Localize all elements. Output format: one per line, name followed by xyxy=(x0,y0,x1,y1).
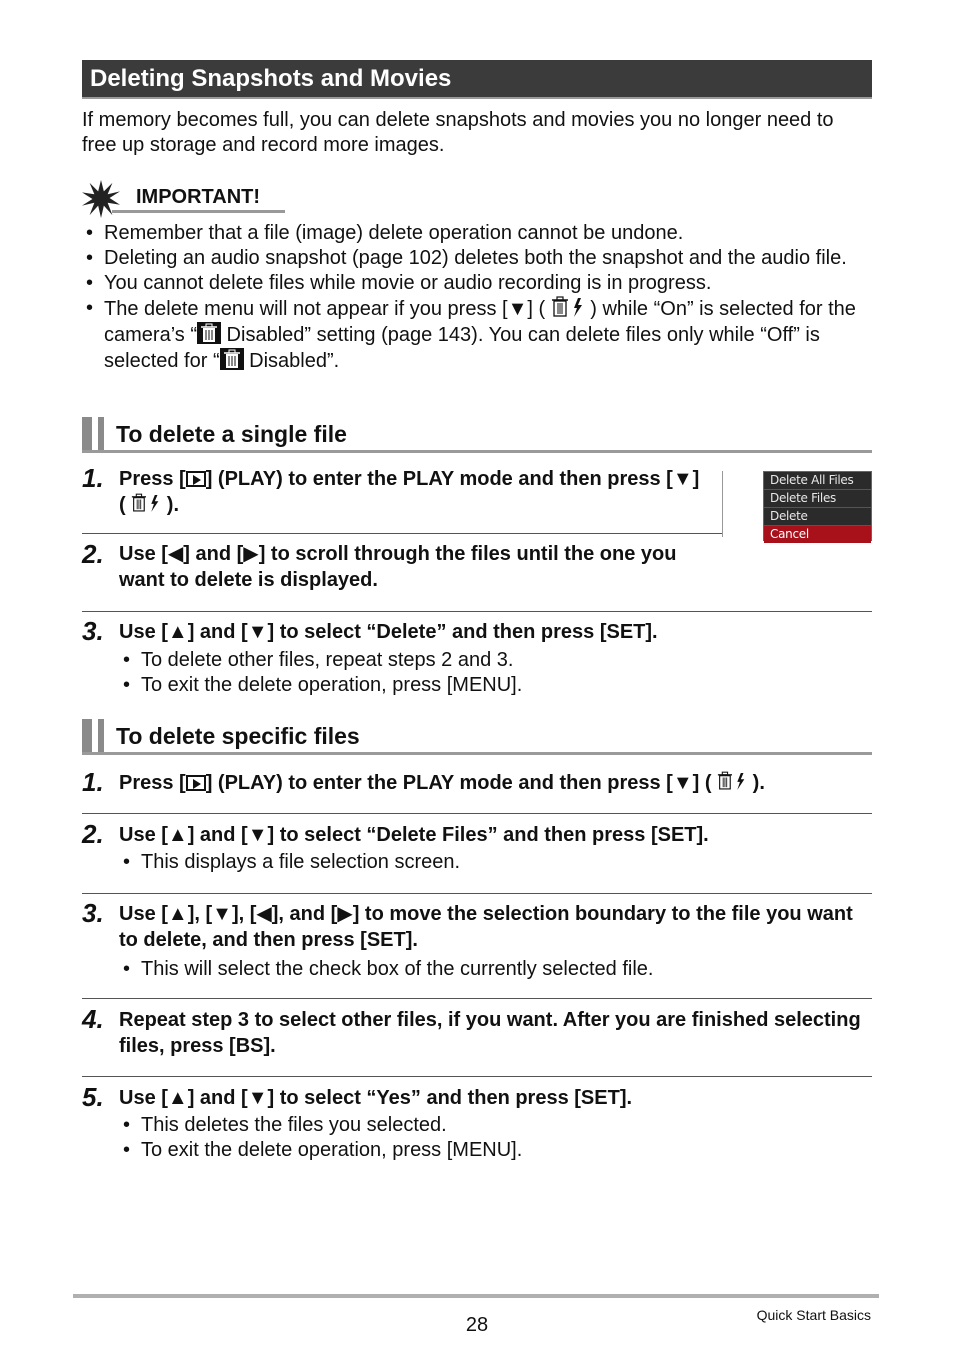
heading-underline xyxy=(82,752,872,755)
list-item: • To exit the delete operation, press [MENU]. xyxy=(119,1138,869,1163)
divider xyxy=(82,533,722,534)
trash-icon xyxy=(220,348,244,370)
text: ). xyxy=(166,494,180,516)
text: ] ( xyxy=(527,298,546,320)
text: ] ( xyxy=(119,468,700,516)
divider xyxy=(82,998,872,999)
divider xyxy=(82,893,872,894)
text: ] and [ xyxy=(187,824,248,846)
text: ], [ xyxy=(231,903,257,925)
text: Press [ xyxy=(119,772,186,794)
up-arrow-icon: ▲ xyxy=(167,824,188,846)
text: ). xyxy=(752,772,765,794)
list-item: • To exit the delete operation, press [MENU]. xyxy=(119,673,869,698)
text: ) while “On” is selected for the camera’s “ xyxy=(104,298,856,346)
step-number: 3. xyxy=(82,898,104,928)
trash-flash-icon xyxy=(131,492,161,514)
important-label: IMPORTANT! xyxy=(136,186,261,208)
play-button-icon xyxy=(186,775,206,791)
text: Disabled”. xyxy=(243,350,340,372)
step-number: 3. xyxy=(82,616,104,646)
divider xyxy=(82,611,872,612)
footer-rule xyxy=(73,1294,879,1298)
left-arrow-icon: ◀ xyxy=(256,903,272,925)
heading-bar xyxy=(98,417,104,453)
step-notes xyxy=(119,648,869,698)
heading-text: To delete a single file xyxy=(116,421,347,447)
step-text xyxy=(119,541,719,593)
list-item: • To delete other files, repeat steps 2 and 3. xyxy=(119,648,869,673)
heading-underline xyxy=(82,450,872,453)
step-text xyxy=(119,466,709,518)
trash-flash-icon xyxy=(551,296,585,318)
text: ] to select “Delete” and then press [SET]. xyxy=(267,621,658,643)
menu-item: Delete Files xyxy=(764,490,871,508)
heading-text: To delete specific files xyxy=(116,723,360,749)
text: The delete menu will not appear if you press [ xyxy=(104,298,508,320)
step-notes xyxy=(119,850,869,875)
step-number: 2. xyxy=(82,539,104,569)
down-arrow-icon: ▼ xyxy=(672,468,693,490)
text: ] and [ xyxy=(187,621,248,643)
trash-icon xyxy=(197,322,221,344)
text: Use [ xyxy=(119,903,168,925)
step-text xyxy=(119,619,869,645)
heading-bar xyxy=(82,417,92,453)
step-text xyxy=(119,901,869,953)
right-arrow-icon: ▶ xyxy=(243,543,259,565)
down-arrow-icon: ▼ xyxy=(247,1087,268,1109)
step-text xyxy=(119,1085,869,1111)
text: ] to move the selection boundary to the file you want to delete, and then press [SET]. xyxy=(119,903,853,951)
menu-item: Delete All Files xyxy=(764,472,871,490)
right-arrow-icon: ▶ xyxy=(337,903,353,925)
down-arrow-icon: ▼ xyxy=(672,772,693,794)
up-arrow-icon: ▲ xyxy=(167,621,188,643)
list-item: • This will select the check box of the currently selected file. xyxy=(119,957,869,982)
list-item: • Deleting an audio snapshot (page 102) deletes both the snapshot and the audio file. xyxy=(82,246,872,271)
menu-item: Cancel xyxy=(764,526,871,543)
delete-menu-screenshot xyxy=(763,471,872,541)
down-arrow-icon: ▼ xyxy=(507,298,528,320)
page-number: 28 xyxy=(465,1314,489,1336)
step-text: Repeat step 3 to select other files, if you want. After you are finished selecting files, press [BS]. xyxy=(119,1009,861,1057)
step-number: 1. xyxy=(82,463,104,493)
specific-files-heading xyxy=(82,719,872,755)
important-heading xyxy=(82,180,285,216)
text: ], and [ xyxy=(271,903,338,925)
step-text xyxy=(119,770,869,796)
list-item: • You cannot delete files while movie or audio recording is in progress. xyxy=(82,271,872,296)
footer-section-name: Quick Start Basics xyxy=(756,1307,871,1323)
step-text xyxy=(119,822,869,848)
list-item: • Remember that a file (image) delete operation cannot be undone. xyxy=(82,221,872,246)
down-arrow-icon: ▼ xyxy=(247,621,268,643)
list-item: • This deletes the files you selected. xyxy=(119,1113,869,1138)
text: ] to select “Delete Files” and then press [SET]. xyxy=(267,824,709,846)
intro-paragraph: If memory becomes full, you can delete snapshots and movies you no longer need to free up storage and record more images. xyxy=(82,109,834,156)
text: Disabled” setting (page 143). You can delete files only while “Off” is selected for “ xyxy=(104,324,820,372)
list-item: • This displays a file selection screen. xyxy=(119,850,869,875)
heading-bar xyxy=(98,719,104,755)
step-number: 2. xyxy=(82,819,104,849)
page-title: Deleting Snapshots and Movies xyxy=(90,65,452,92)
up-arrow-icon: ▲ xyxy=(167,1087,188,1109)
trash-flash-icon xyxy=(717,770,747,792)
step-number: 1. xyxy=(82,767,104,797)
text: Use [ xyxy=(119,543,168,565)
text: ] (PLAY) to enter the PLAY mode and then press [ xyxy=(205,468,673,490)
step-notes xyxy=(119,957,869,982)
heading-bar xyxy=(82,719,92,755)
step-number: 4. xyxy=(82,1004,104,1034)
text: ] and [ xyxy=(187,1087,248,1109)
text: ] (PLAY) to enter the PLAY mode and then press [ xyxy=(205,772,673,794)
text: ], [ xyxy=(187,903,213,925)
menu-item: Delete xyxy=(764,508,871,526)
divider xyxy=(722,471,723,537)
step-number: 5. xyxy=(82,1082,104,1112)
text: Press [ xyxy=(119,468,186,490)
text: ] and [ xyxy=(183,543,244,565)
text: Use [ xyxy=(119,824,168,846)
text: ] ( xyxy=(692,772,712,794)
down-arrow-icon: ▼ xyxy=(247,824,268,846)
important-underline xyxy=(112,210,285,213)
section-title-bar xyxy=(82,60,872,99)
step-notes xyxy=(119,1113,869,1163)
text: ] to select “Yes” and then press [SET]. xyxy=(267,1087,633,1109)
divider xyxy=(82,813,872,814)
text: ] to scroll through the files until the one you want to delete is displayed. xyxy=(119,543,677,591)
left-arrow-icon: ◀ xyxy=(167,543,184,565)
up-arrow-icon: ▲ xyxy=(167,903,188,925)
text: Use [ xyxy=(119,621,168,643)
play-button-icon xyxy=(186,471,206,487)
text: Use [ xyxy=(119,1087,168,1109)
important-list xyxy=(82,221,872,374)
divider xyxy=(82,1076,872,1077)
down-arrow-icon: ▼ xyxy=(212,903,232,925)
list-item xyxy=(82,296,872,374)
single-file-heading xyxy=(82,417,872,453)
